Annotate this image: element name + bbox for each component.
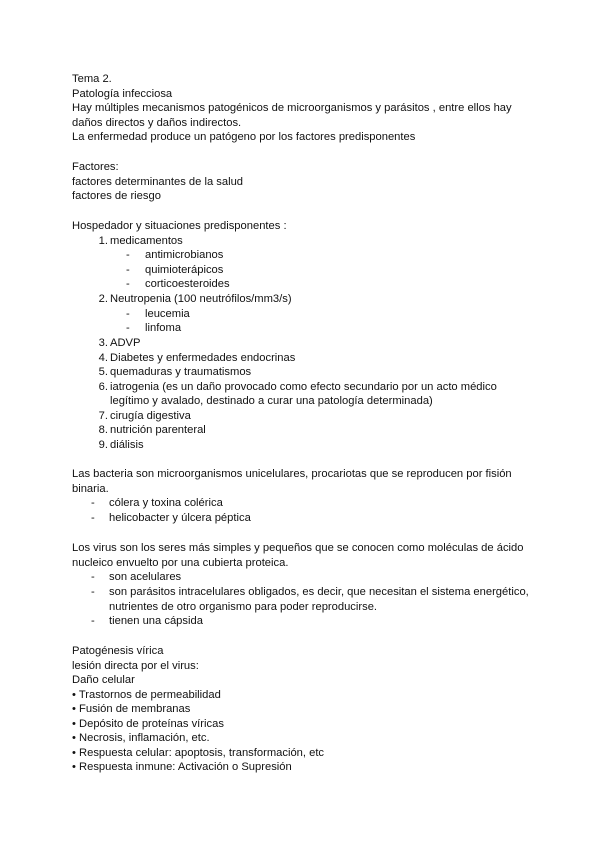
list-text: Diabetes y enfermedades endocrinas bbox=[110, 351, 296, 364]
list-text: iatrogenia (es un daño provocado como efecto secundario por un acto médico bbox=[110, 380, 497, 393]
dash-marker: - bbox=[126, 249, 130, 261]
intro-line: Hay múltiples mecanismos patogénicos de microorganismos y parásitos , entre ellos hay bbox=[72, 102, 512, 114]
patogenesis-line: Daño celular bbox=[72, 674, 135, 686]
list-text: legítimo y avalado, destinado a curar una patología determinada) bbox=[110, 395, 433, 407]
dash-list-text: cólera y toxina colérica bbox=[109, 497, 223, 509]
list-text: nutrición parenteral bbox=[110, 424, 206, 436]
intro-line: daños directos y daños indirectos. bbox=[72, 116, 242, 129]
dash-list-text: son acelulares bbox=[109, 571, 182, 583]
bullet-item: • Respuesta celular: apoptosis, transformación, etc bbox=[72, 746, 325, 759]
list-number: 6. bbox=[98, 380, 108, 393]
bacteria-paragraph: Las bacteria son microorganismos unicelulares, procariotas que se reproducen por fisión bbox=[72, 468, 512, 480]
intro-line: La enfermedad produce un patógeno por los factores predisponentes bbox=[72, 131, 416, 143]
factores-heading: Factores: bbox=[72, 161, 119, 173]
sub-list-text: corticoesteroides bbox=[145, 278, 230, 290]
dash-list-text: tienen una cápsida bbox=[109, 615, 203, 627]
hospedador-heading: Hospedador y situaciones predisponentes : bbox=[72, 220, 287, 232]
list-number: 1. bbox=[98, 234, 108, 247]
bullet-item: • Depósito de proteínas víricas bbox=[72, 717, 224, 730]
page-title: Patología infecciosa bbox=[72, 87, 173, 100]
bullet-item: • Respuesta inmune: Activación o Supresión bbox=[72, 761, 292, 773]
dash-marker: - bbox=[126, 307, 130, 320]
topic-number: Tema 2. bbox=[72, 73, 112, 85]
list-number: 9. bbox=[98, 438, 108, 451]
bullet-item: • Necrosis, inflamación, etc. bbox=[72, 732, 210, 744]
bullet-item: • Fusión de membranas bbox=[72, 703, 191, 715]
bullet-item: • Trastornos de permeabilidad bbox=[72, 688, 221, 701]
sub-list-text: linfoma bbox=[145, 322, 182, 334]
sub-list-text: quimioterápicos bbox=[145, 263, 224, 276]
dash-marker: - bbox=[91, 497, 95, 509]
sub-list-text: antimicrobianos bbox=[145, 249, 224, 261]
dash-marker: - bbox=[91, 615, 95, 627]
dash-marker: - bbox=[91, 512, 95, 524]
dash-list-text: son parásitos intracelulares obligados, es decir, que necesitan el sistema energético, bbox=[109, 586, 529, 598]
bacteria-paragraph: binaria. bbox=[72, 482, 109, 495]
patogenesis-heading: Patogénesis vírica bbox=[72, 645, 164, 657]
list-number: 2. bbox=[98, 293, 108, 305]
dash-marker: - bbox=[126, 263, 130, 276]
list-text: medicamentos bbox=[110, 234, 183, 247]
dash-list-text: helicobacter y úlcera péptica bbox=[109, 512, 251, 524]
dash-marker: - bbox=[91, 586, 95, 598]
sub-list-text: leucemia bbox=[145, 307, 190, 320]
list-text: cirugía digestiva bbox=[110, 409, 191, 422]
dash-list-text: nutrientes de otro organismo para poder reproducirse. bbox=[109, 600, 378, 613]
list-text: quemaduras y traumatismos bbox=[110, 366, 252, 378]
factores-item: factores de riesgo bbox=[72, 190, 161, 202]
factores-item: factores determinantes de la salud bbox=[72, 175, 244, 188]
list-number: 7. bbox=[98, 409, 108, 422]
list-number: 8. bbox=[98, 424, 108, 436]
list-number: 5. bbox=[98, 366, 108, 378]
list-text: diálisis bbox=[110, 438, 144, 451]
list-number: 4. bbox=[98, 351, 108, 364]
list-text: Neutropenia (100 neutrófilos/mm3/s) bbox=[110, 293, 292, 305]
dash-marker: - bbox=[126, 322, 130, 334]
dash-marker: - bbox=[91, 571, 95, 583]
virus-paragraph: Los virus son los seres más simples y pequeños que se conocen como moléculas de ácido bbox=[72, 542, 524, 554]
list-number: 3. bbox=[98, 337, 108, 349]
patogenesis-line: lesión directa por el virus: bbox=[72, 659, 199, 672]
dash-marker: - bbox=[126, 278, 130, 290]
list-text: ADVP bbox=[110, 337, 141, 349]
virus-paragraph: nucleico envuelto por una cubierta proteica. bbox=[72, 556, 289, 569]
